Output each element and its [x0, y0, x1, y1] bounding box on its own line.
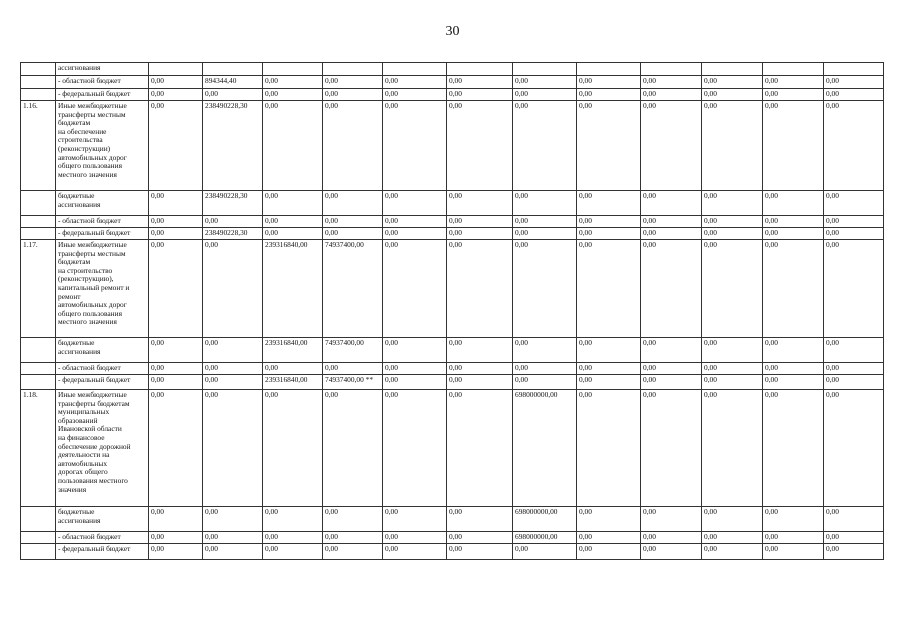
row-name	[56, 228, 149, 240]
value-cell: 0,00	[323, 76, 383, 89]
row-name	[56, 338, 149, 363]
value-cell: 0,00	[263, 89, 323, 101]
value-cell: 0,00	[203, 507, 263, 532]
value-cell: 239316840,00	[263, 338, 323, 363]
row-code	[21, 89, 56, 101]
row-code	[21, 216, 56, 228]
value-cell: 0,00	[323, 544, 383, 560]
row-code	[21, 338, 56, 363]
row-name-text: ассигнования	[58, 63, 101, 72]
value-cell: 0,00	[702, 507, 763, 532]
value-cell: 0,00	[263, 216, 323, 228]
value-cell: 0,00	[323, 507, 383, 532]
value-cell: 0,00	[149, 89, 203, 101]
value-cell: 0,00	[203, 216, 263, 228]
value-cell: 0,00	[824, 338, 884, 363]
value-cell: 0,00	[447, 89, 513, 101]
value-cell: 0,00	[702, 390, 763, 507]
value-cell: 0,00	[263, 532, 323, 544]
value-cell: 0,00	[323, 89, 383, 101]
value-cell: 0,00	[447, 228, 513, 240]
value-cell: 0,00	[702, 76, 763, 89]
value-cell: 0,00	[447, 363, 513, 375]
value-cell: 0,00	[577, 544, 641, 560]
value-cell: 0,00	[577, 390, 641, 507]
value-cell: 0,00	[383, 101, 447, 191]
value-cell: 0,00	[447, 240, 513, 338]
value-cell: 0,00	[763, 338, 824, 363]
value-cell: 238490228,30	[203, 191, 263, 216]
value-cell: 0,00	[383, 544, 447, 560]
row-name	[56, 532, 149, 544]
value-cell: 0,00	[323, 191, 383, 216]
value-cell: 0,00	[824, 228, 884, 240]
value-cell	[702, 63, 763, 76]
value-cell: 0,00	[263, 390, 323, 507]
value-cell: 0,00	[824, 89, 884, 101]
table-row	[21, 228, 884, 240]
row-name	[56, 240, 149, 338]
value-cell: 0,00	[641, 390, 702, 507]
value-cell: 0,00	[323, 532, 383, 544]
value-cell: 698000000,00	[513, 390, 577, 507]
value-cell: 0,00	[149, 390, 203, 507]
value-cell: 0,00	[824, 544, 884, 560]
value-cell: 0,00	[577, 76, 641, 89]
value-cell: 0,00	[149, 101, 203, 191]
row-name-text: Иные межбюджетные трансферты местным бюджетам на обеспечение строительства (реконструкции) автомобильных дорог общего пользования местного значения	[58, 101, 127, 179]
table-row	[21, 191, 884, 216]
value-cell: 0,00	[763, 240, 824, 338]
value-cell: 0,00	[323, 101, 383, 191]
value-cell: 0,00	[383, 390, 447, 507]
row-name	[56, 390, 149, 507]
row-name-text: - федеральный бюджет	[58, 89, 131, 98]
value-cell: 0,00	[203, 544, 263, 560]
row-code: 1.16.	[21, 101, 56, 191]
value-cell: 0,00	[702, 532, 763, 544]
value-cell: 239316840,00	[263, 375, 323, 390]
table-row	[21, 216, 884, 228]
row-name-text: бюджетные ассигнования	[58, 191, 101, 209]
row-code	[21, 507, 56, 532]
value-cell: 0,00	[702, 544, 763, 560]
row-name	[56, 507, 149, 532]
value-cell: 0,00	[763, 532, 824, 544]
value-cell	[323, 63, 383, 76]
value-cell: 238490228,30	[203, 101, 263, 191]
value-cell: 0,00	[641, 240, 702, 338]
value-cell: 0,00	[149, 363, 203, 375]
row-name-text: - областной бюджет	[58, 76, 121, 85]
table-row	[21, 507, 884, 532]
row-name	[56, 63, 149, 76]
value-cell: 0,00	[323, 363, 383, 375]
value-cell: 0,00	[323, 390, 383, 507]
value-cell: 0,00	[383, 532, 447, 544]
value-cell: 0,00	[577, 228, 641, 240]
row-name-text: Иные межбюджетные трансферты бюджетам муниципальных образований Ивановской области на финансовое обеспечение дорожной деятельности на автомобильных дорогах общего пользования местного значения	[58, 390, 131, 494]
value-cell: 0,00	[702, 240, 763, 338]
value-cell: 0,00	[824, 507, 884, 532]
value-cell: 0,00	[383, 363, 447, 375]
value-cell: 0,00	[577, 101, 641, 191]
value-cell: 238490228,30	[203, 228, 263, 240]
table-row	[21, 390, 884, 507]
value-cell: 0,00	[702, 228, 763, 240]
value-cell: 0,00	[263, 544, 323, 560]
row-code	[21, 363, 56, 375]
table-row	[21, 338, 884, 363]
table-row	[21, 89, 884, 101]
value-cell: 0,00	[577, 191, 641, 216]
value-cell: 0,00	[323, 216, 383, 228]
value-cell: 0,00	[383, 76, 447, 89]
value-cell: 0,00	[577, 507, 641, 532]
row-name	[56, 544, 149, 560]
value-cell: 0,00	[263, 191, 323, 216]
value-cell: 0,00	[447, 191, 513, 216]
value-cell: 0,00	[641, 228, 702, 240]
value-cell: 0,00	[824, 76, 884, 89]
value-cell: 0,00	[702, 191, 763, 216]
row-code	[21, 544, 56, 560]
value-cell: 0,00	[641, 76, 702, 89]
value-cell: 239316840,00	[263, 240, 323, 338]
value-cell: 0,00	[824, 532, 884, 544]
value-cell: 0,00	[383, 240, 447, 338]
value-cell: 0,00	[383, 507, 447, 532]
value-cell	[203, 63, 263, 76]
value-cell: 0,00	[383, 89, 447, 101]
row-name-text: - федеральный бюджет	[58, 228, 131, 237]
table-row	[21, 76, 884, 89]
value-cell: 0,00	[824, 101, 884, 191]
value-cell: 0,00	[149, 191, 203, 216]
value-cell: 0,00	[641, 532, 702, 544]
row-name-text: бюджетные ассигнования	[58, 507, 101, 525]
value-cell: 0,00	[763, 375, 824, 390]
value-cell: 74937400,00 **	[323, 375, 383, 390]
value-cell	[447, 63, 513, 76]
value-cell: 0,00	[513, 363, 577, 375]
value-cell: 0,00	[203, 89, 263, 101]
value-cell: 0,00	[203, 390, 263, 507]
value-cell: 0,00	[447, 375, 513, 390]
row-name	[56, 76, 149, 89]
row-name	[56, 216, 149, 228]
value-cell: 0,00	[447, 76, 513, 89]
value-cell: 0,00	[447, 532, 513, 544]
value-cell: 0,00	[513, 240, 577, 338]
value-cell: 0,00	[577, 532, 641, 544]
value-cell: 698000000,00	[513, 532, 577, 544]
value-cell: 0,00	[513, 216, 577, 228]
value-cell: 0,00	[383, 216, 447, 228]
value-cell: 0,00	[149, 338, 203, 363]
value-cell: 0,00	[263, 507, 323, 532]
value-cell: 0,00	[513, 544, 577, 560]
value-cell: 0,00	[447, 544, 513, 560]
value-cell: 0,00	[702, 338, 763, 363]
value-cell: 0,00	[577, 216, 641, 228]
value-cell: 0,00	[824, 240, 884, 338]
value-cell: 0,00	[641, 363, 702, 375]
value-cell: 0,00	[149, 228, 203, 240]
table-row	[21, 101, 884, 191]
value-cell: 0,00	[641, 101, 702, 191]
row-name	[56, 375, 149, 390]
value-cell: 0,00	[702, 363, 763, 375]
value-cell: 0,00	[641, 191, 702, 216]
budget-table	[20, 62, 884, 560]
value-cell: 698000000,00	[513, 507, 577, 532]
value-cell: 0,00	[203, 240, 263, 338]
value-cell: 894344,40	[203, 76, 263, 89]
table-row	[21, 63, 884, 76]
value-cell	[641, 63, 702, 76]
value-cell: 0,00	[203, 532, 263, 544]
row-name	[56, 191, 149, 216]
row-name-text: - областной бюджет	[58, 216, 121, 225]
value-cell: 0,00	[763, 544, 824, 560]
row-code	[21, 228, 56, 240]
value-cell: 0,00	[513, 338, 577, 363]
row-name-text: - областной бюджет	[58, 532, 121, 541]
row-name	[56, 89, 149, 101]
value-cell: 0,00	[763, 363, 824, 375]
value-cell: 0,00	[263, 76, 323, 89]
value-cell: 0,00	[577, 240, 641, 338]
value-cell: 0,00	[763, 89, 824, 101]
table-row	[21, 240, 884, 338]
value-cell: 0,00	[149, 375, 203, 390]
row-name-text: - федеральный бюджет	[58, 544, 131, 553]
value-cell	[763, 63, 824, 76]
row-code	[21, 76, 56, 89]
value-cell: 0,00	[577, 89, 641, 101]
value-cell: 0,00	[824, 375, 884, 390]
value-cell: 0,00	[383, 191, 447, 216]
value-cell: 0,00	[641, 338, 702, 363]
value-cell	[383, 63, 447, 76]
value-cell: 0,00	[513, 76, 577, 89]
value-cell	[824, 63, 884, 76]
value-cell: 0,00	[641, 507, 702, 532]
value-cell: 0,00	[702, 216, 763, 228]
value-cell: 0,00	[203, 363, 263, 375]
value-cell	[577, 63, 641, 76]
row-name-text: бюджетные ассигнования	[58, 338, 101, 356]
value-cell: 0,00	[763, 507, 824, 532]
value-cell: 0,00	[323, 228, 383, 240]
row-code: 1.18.	[21, 390, 56, 507]
value-cell: 0,00	[577, 363, 641, 375]
value-cell: 0,00	[763, 228, 824, 240]
value-cell: 0,00	[763, 101, 824, 191]
value-cell	[513, 63, 577, 76]
table-row	[21, 375, 884, 390]
value-cell: 0,00	[447, 338, 513, 363]
value-cell: 0,00	[263, 363, 323, 375]
value-cell: 0,00	[263, 101, 323, 191]
value-cell: 0,00	[383, 375, 447, 390]
value-cell: 0,00	[577, 338, 641, 363]
value-cell: 0,00	[824, 216, 884, 228]
value-cell: 74937400,00	[323, 240, 383, 338]
value-cell: 0,00	[447, 507, 513, 532]
value-cell: 0,00	[513, 101, 577, 191]
value-cell: 0,00	[763, 216, 824, 228]
value-cell: 0,00	[513, 228, 577, 240]
value-cell: 0,00	[824, 363, 884, 375]
row-code	[21, 532, 56, 544]
value-cell: 0,00	[203, 338, 263, 363]
row-name-text: Иные межбюджетные трансферты местным бюджетам на строительство (реконструкцию), капитальный ремонт и ремонт автомобильных дорог общего пользования местного значения	[58, 240, 130, 327]
value-cell: 0,00	[763, 191, 824, 216]
table-row	[21, 363, 884, 375]
value-cell: 0,00	[702, 375, 763, 390]
value-cell: 0,00	[513, 191, 577, 216]
value-cell: 0,00	[641, 375, 702, 390]
row-name	[56, 101, 149, 191]
value-cell: 0,00	[513, 375, 577, 390]
value-cell: 0,00	[824, 390, 884, 507]
table-row	[21, 544, 884, 560]
value-cell: 74937400,00	[323, 338, 383, 363]
value-cell: 0,00	[149, 240, 203, 338]
table-row	[21, 532, 884, 544]
row-code	[21, 63, 56, 76]
value-cell: 0,00	[577, 375, 641, 390]
value-cell: 0,00	[447, 101, 513, 191]
value-cell: 0,00	[641, 544, 702, 560]
value-cell: 0,00	[149, 76, 203, 89]
value-cell: 0,00	[263, 228, 323, 240]
value-cell: 0,00	[702, 101, 763, 191]
value-cell: 0,00	[203, 375, 263, 390]
page-number: 30	[445, 24, 460, 39]
value-cell: 0,00	[824, 191, 884, 216]
value-cell: 0,00	[383, 338, 447, 363]
value-cell	[149, 63, 203, 76]
value-cell: 0,00	[149, 532, 203, 544]
row-code	[21, 191, 56, 216]
value-cell: 0,00	[513, 89, 577, 101]
value-cell: 0,00	[447, 216, 513, 228]
value-cell: 0,00	[763, 390, 824, 507]
value-cell: 0,00	[702, 89, 763, 101]
value-cell: 0,00	[447, 390, 513, 507]
value-cell: 0,00	[641, 216, 702, 228]
row-code	[21, 375, 56, 390]
row-name	[56, 363, 149, 375]
table-body	[21, 63, 884, 560]
row-name-text: - областной бюджет	[58, 363, 121, 372]
row-name-text: - федеральный бюджет	[58, 375, 131, 384]
value-cell: 0,00	[763, 76, 824, 89]
value-cell	[263, 63, 323, 76]
value-cell: 0,00	[641, 89, 702, 101]
value-cell: 0,00	[383, 228, 447, 240]
row-code: 1.17.	[21, 240, 56, 338]
value-cell: 0,00	[149, 507, 203, 532]
value-cell: 0,00	[149, 544, 203, 560]
value-cell: 0,00	[149, 216, 203, 228]
